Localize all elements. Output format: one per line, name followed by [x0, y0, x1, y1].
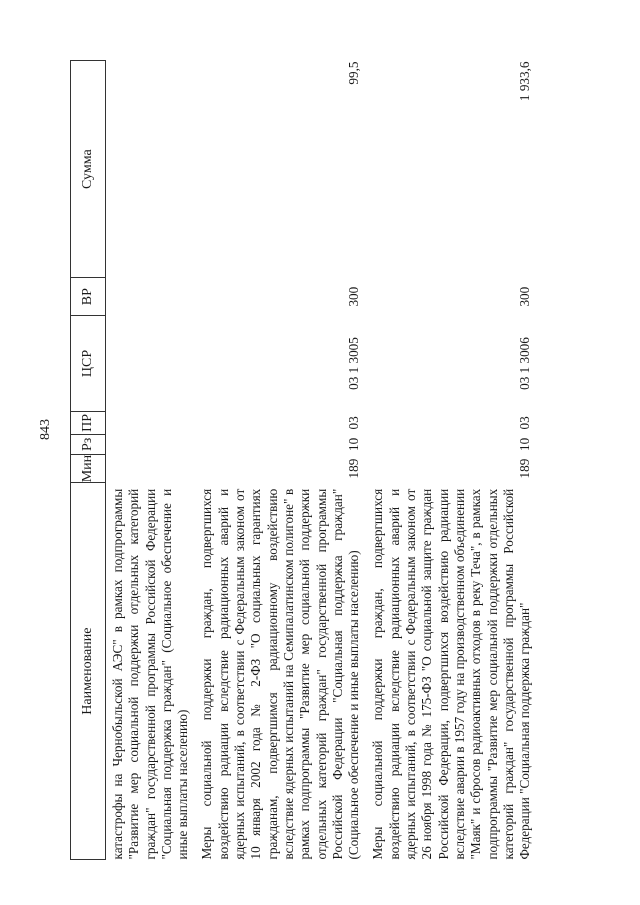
row-min: 189: [517, 458, 533, 479]
header-pr: ПР: [71, 411, 106, 434]
row-rz: [106, 434, 192, 454]
row-rz: 10: [346, 437, 362, 451]
row-rz: 10: [517, 437, 533, 451]
table-row: [106, 61, 192, 860]
row-csr: 03 1 3005: [346, 337, 362, 390]
header-name: Наименование: [71, 483, 106, 860]
row-name: Меры социальной поддержки граждан, подвергшихся воздействию радиации вследствие радиационных аварий и ядерных испытаний, в соответствии с Федеральным законом от 10 января 2002 года № 2-ФЗ "О социальных гарантиях гражданам, подвергшимся радиационному воздействию вследствие ядерных испытаний на Семипалатинском полигоне" в рамках подпрограммы "Развитие мер социальной поддержки отдельных категорий граждан" государственной программы Российской Федерации "Социальная поддержка граждан" (Социальное обеспечение и иные выплаты населению): [199, 488, 362, 860]
row-pr: 03: [517, 416, 533, 430]
header-vr: ВР: [71, 278, 106, 316]
row-name: катастрофы на Чернобыльской АЭС" в рамках подпрограммы "Развитие мер социальной поддержки отдельных категорий граждан" государственной программы Российской Федерации "Социальная поддержка граждан" (Социальное обеспечение и иные выплаты населению): [110, 488, 191, 860]
row-sum: 1 933,6: [517, 61, 533, 102]
budget-table-rotated: [70, 60, 618, 860]
header-min: Мин: [71, 454, 106, 482]
table-row: [370, 61, 533, 860]
row-pr: [106, 411, 192, 434]
header-sum: Сумма: [71, 61, 106, 278]
row-name: Меры социальной поддержки граждан, подвергшихся воздействию радиации вследствие радиационных аварий и ядерных испытаний, в соответствии с Федеральным законом от 26 ноября 1998 года № 175-ФЗ "О социальной защите граждан Российской Федерации, подвергшихся воздействию радиации вследствие аварии в 1957 году на производственном объединении "Маяк" и сбросов радиоактивных отходов в реку Теча", в рамках подпрограммы "Развитие мер социальной поддержки отдельных категорий граждан" государственной программы Российской Федерации "Социальная поддержка граждан": [370, 488, 533, 860]
row-sum: [106, 61, 192, 278]
row-pr: 03: [346, 416, 362, 430]
row-vr: 300: [346, 286, 362, 307]
row-min: [106, 454, 192, 482]
budget-table: [70, 60, 533, 860]
row-csr: [106, 316, 192, 412]
table-header-row: [71, 61, 106, 860]
row-vr: [106, 278, 192, 316]
header-rz: Рз: [71, 434, 106, 454]
row-sum: 99,5: [346, 61, 362, 85]
row-min: 189: [346, 458, 362, 479]
page-number: 843: [38, 419, 53, 440]
header-csr: ЦСР: [71, 316, 106, 412]
row-vr: 300: [517, 286, 533, 307]
table-row: [199, 61, 362, 860]
row-csr: 03 1 3006: [517, 337, 533, 390]
